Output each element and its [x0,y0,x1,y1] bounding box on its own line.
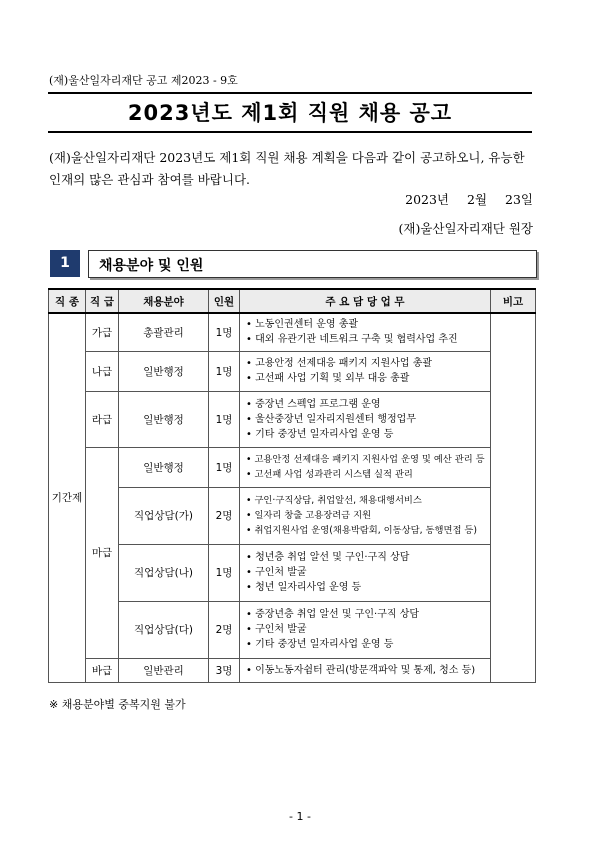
title-rule-top [48,92,532,94]
recruitment-table [48,288,536,683]
duty-line: • 중장년층 취업 알선 및 구인·구직 상담 [246,609,420,620]
notice-number: (재)울산일자리재단 공고 제2023 - 9호 [49,74,238,87]
signer: (재)울산일자리재단 원장 [398,221,533,236]
count-cell: 1명 [209,351,240,391]
duty-line: • 청년층 취업 알선 및 구인·구직 상담 [246,552,410,563]
duty-line: • 구인처 발굴 [246,567,307,578]
table-row [49,391,536,447]
duty-line: • 중장년 스펙업 프로그램 운영 [246,398,381,410]
duty-line: • 취업지원사업 운영(채용박람회, 이동상담, 동행면접 등) [246,525,478,536]
duties-cell [240,313,491,351]
field-cell: 직업상담(다) [119,601,209,658]
table-row [49,313,536,351]
grade-cell: 나급 [86,351,119,391]
duty-line: • 고용안정 선제대응 패키지 지원사업 총괄 [246,358,433,369]
date-month: 2월 [467,192,488,207]
field-cell: 일반관리 [119,658,209,682]
field-cell: 일반행정 [119,391,209,447]
duty-line: • 일자리 창출 고용장려금 지원 [246,510,372,521]
table-row [49,447,536,487]
page-title: 2023년도 제1회 직원 채용 공고 [127,101,453,125]
duty-line: • 구인처 발굴 [246,624,307,635]
duty-line: • 기타 중장년 일자리사업 운영 등 [246,639,394,650]
table-row [49,601,536,658]
header-note: 비고 [491,289,536,313]
count-cell: 3명 [209,658,240,682]
section-title: 채용분야 및 인원 [99,258,204,274]
duty-line: • 노동인권센터 운영 총괄 [246,319,359,331]
intro-paragraph: (재)울산일자리재단 2023년도 제1회 직원 채용 계획을 다음과 같이 공고하오니, 유능한 인재의 많은 관심과 참여를 바랍니다. [49,150,525,187]
grade-cell: 라급 [86,391,119,447]
duty-line: • 이동노동자쉼터 관리(방문객파악 및 통제, 청소 등) [246,664,476,676]
duty-line: • 고선패 사업 기획 및 외부 대응 총괄 [246,373,410,384]
count-cell: 2명 [209,487,240,544]
date-day: 23일 [505,192,533,207]
announcement-date [391,190,533,208]
header-field: 채용분야 [119,289,209,313]
field-cell: 총괄관리 [119,313,209,351]
header-duties: 주 요 담 당 업 무 [240,289,491,313]
footnote: ※ 채용분야별 중복지원 불가 [49,698,186,711]
table-row [49,487,536,544]
duty-line: • 대외 유관기관 네트워크 구축 및 협력사업 추진 [246,334,458,346]
duty-line: • 고용안정 선제대응 패키지 지원사업 운영 및 예산 관리 등 [246,454,485,465]
duty-line: • 기타 중장년 일자리사업 운영 등 [246,428,394,440]
grade-cell: 가급 [86,313,119,351]
field-cell: 일반행정 [119,351,209,391]
duty-line: • 청년 일자리사업 운영 등 [246,582,362,593]
grade-cell: 바급 [86,658,119,682]
page-number: - 1 - [289,810,311,823]
count-cell: 1명 [209,313,240,351]
count-cell: 1명 [209,391,240,447]
table-row [49,351,536,391]
job-type-cell: 기간제 [49,313,86,682]
duties-cell [240,447,491,487]
count-cell: 1명 [209,447,240,487]
table-header-row [49,289,536,313]
duties-cell [240,544,491,601]
table-row [49,658,536,682]
duties-cell [240,391,491,447]
duty-line: • 고선패 사업 성과관리 시스템 실적 관리 [246,469,413,480]
field-cell: 일반행정 [119,447,209,487]
field-cell: 직업상담(나) [119,544,209,601]
header-count: 인원 [209,289,240,313]
date-year: 2023년 [405,192,450,207]
duty-line: • 울산중장년 일자리지원센터 행정업무 [246,413,416,425]
field-cell: 직업상담(가) [119,487,209,544]
duties-cell [240,658,491,682]
duties-cell [240,487,491,544]
table-row [49,544,536,601]
header-grade: 직 급 [86,289,119,313]
section-number: 1 [50,250,80,277]
grade-cell: 마급 [86,447,119,658]
count-cell: 2명 [209,601,240,658]
duties-cell [240,351,491,391]
note-cell [491,313,536,682]
count-cell: 1명 [209,544,240,601]
duties-cell [240,601,491,658]
title-rule-bottom [48,131,532,133]
header-job-type: 직 종 [49,289,86,313]
duty-line: • 구인·구직상담, 취업알선, 채용대행서비스 [246,495,422,506]
